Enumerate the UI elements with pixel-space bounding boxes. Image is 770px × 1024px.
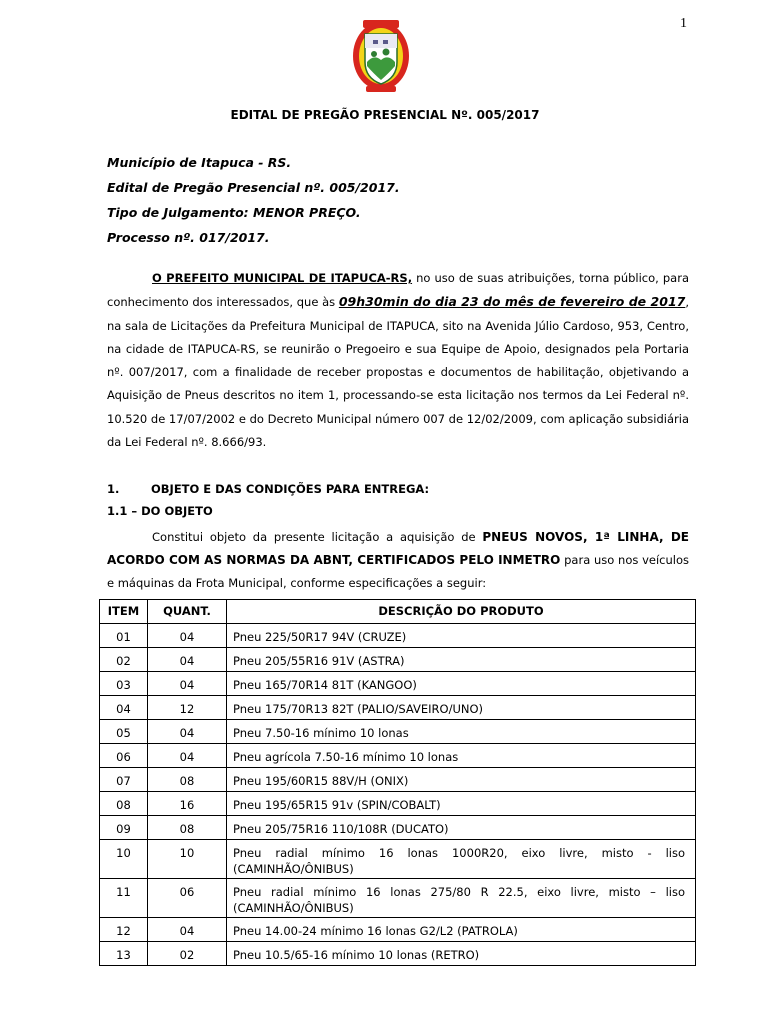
cell-item: 13 xyxy=(100,942,148,966)
cell-item: 01 xyxy=(100,624,148,648)
municipal-crest-logo xyxy=(350,14,412,94)
cell-quant: 04 xyxy=(148,624,227,648)
table-row xyxy=(100,879,696,918)
header-process-number: Processo nº. 017/2017. xyxy=(107,230,270,245)
cell-item: 03 xyxy=(100,672,148,696)
cell-item: 04 xyxy=(100,696,148,720)
header-municipality: Município de Itapuca - RS. xyxy=(107,155,292,170)
table-row xyxy=(100,942,696,966)
table-row xyxy=(100,792,696,816)
header-edital-number: Edital de Pregão Presencial nº. 005/2017. xyxy=(107,180,400,195)
cell-description: Pneu 195/60R15 88V/H (ONIX) xyxy=(227,768,696,792)
cell-quant: 02 xyxy=(148,942,227,966)
cell-description: Pneu 205/55R16 91V (ASTRA) xyxy=(227,648,696,672)
cell-description: Pneu 165/70R14 81T (KANGOO) xyxy=(227,672,696,696)
header-item: ITEM xyxy=(100,600,148,624)
header-quant: QUANT. xyxy=(148,600,227,624)
cell-description xyxy=(227,840,696,879)
cell-description xyxy=(227,879,696,918)
cell-quant: 10 xyxy=(148,840,227,879)
object-text-2: para uso nos veículos e máquinas da Frota Municipal, conforme especificações a seguir: xyxy=(107,553,689,590)
table-row xyxy=(100,648,696,672)
cell-quant: 04 xyxy=(148,744,227,768)
cell-item: 02 xyxy=(100,648,148,672)
cell-item: 09 xyxy=(100,816,148,840)
edital-header-block xyxy=(107,150,400,250)
cell-description: Pneu 14.00-24 mínimo 16 lonas G2/L2 (PATROLA) xyxy=(227,918,696,942)
description-line-1: Pneu radial mínimo 16 lonas 275/80 R 22.5, eixo livre, misto – liso xyxy=(233,885,685,899)
section-number: 1. xyxy=(107,482,120,496)
table-row xyxy=(100,744,696,768)
cell-quant: 16 xyxy=(148,792,227,816)
description-line-1: Pneu radial mínimo 16 lonas 1000R20, eixo livre, misto - liso xyxy=(233,846,685,860)
cell-description: Pneu 195/65R15 91v (SPIN/COBALT) xyxy=(227,792,696,816)
table-header-row xyxy=(100,600,696,624)
cell-description: Pneu 10.5/65-16 mínimo 10 lonas (RETRO) xyxy=(227,942,696,966)
cell-quant: 04 xyxy=(148,672,227,696)
cell-quant: 04 xyxy=(148,720,227,744)
description-line-2: (CAMINHÃO/ÔNIBUS) xyxy=(233,862,354,876)
section-heading xyxy=(107,482,429,496)
table-row xyxy=(100,696,696,720)
cell-description: Pneu 7.50-16 mínimo 10 lonas xyxy=(227,720,696,744)
section-title: OBJETO E DAS CONDIÇÕES PARA ENTREGA: xyxy=(151,482,430,496)
cell-description: Pneu 225/50R17 94V (CRUZE) xyxy=(227,624,696,648)
page-number: 1 xyxy=(680,16,687,31)
cell-item: 10 xyxy=(100,840,148,879)
cell-quant: 04 xyxy=(148,918,227,942)
object-paragraph xyxy=(107,526,689,595)
intro-lead: O PREFEITO MUNICIPAL DE ITAPUCA-RS, xyxy=(152,271,413,285)
cell-quant: 04 xyxy=(148,648,227,672)
cell-quant: 08 xyxy=(148,768,227,792)
cell-item: 11 xyxy=(100,879,148,918)
cell-item: 08 xyxy=(100,792,148,816)
table-row xyxy=(100,720,696,744)
cell-description: Pneu agrícola 7.50-16 mínimo 10 lonas xyxy=(227,744,696,768)
subsection-heading: 1.1 – DO OBJETO xyxy=(107,504,213,518)
table-row xyxy=(100,918,696,942)
cell-item: 05 xyxy=(100,720,148,744)
description-line-2: (CAMINHÃO/ÔNIBUS) xyxy=(233,901,354,915)
header-description: DESCRIÇÃO DO PRODUTO xyxy=(227,600,696,624)
header-judgment-type: Tipo de Julgamento: MENOR PREÇO. xyxy=(107,205,361,220)
table-row xyxy=(100,816,696,840)
cell-item: 12 xyxy=(100,918,148,942)
cell-description: Pneu 205/75R16 110/108R (DUCATO) xyxy=(227,816,696,840)
table-row xyxy=(100,840,696,879)
cell-quant: 12 xyxy=(148,696,227,720)
cell-description: Pneu 175/70R13 82T (PALIO/SAVEIRO/UNO) xyxy=(227,696,696,720)
object-text-1: Constitui objeto da presente licitação a aquisição de xyxy=(152,530,483,544)
cell-item: 07 xyxy=(100,768,148,792)
object-bold-text: PNEUS NOVOS, 1ª LINHA, DE ACORDO COM AS NORMAS DA ABNT, CERTIFICADOS PELO INMETRO xyxy=(107,530,689,567)
table-row xyxy=(100,672,696,696)
intro-datetime: 09h30min do dia 23 do mês de fevereiro de 2017 xyxy=(338,294,686,310)
products-table xyxy=(99,599,696,966)
intro-paragraph xyxy=(107,267,689,454)
cell-quant: 08 xyxy=(148,816,227,840)
cell-quant: 06 xyxy=(148,879,227,918)
document-title: EDITAL DE PREGÃO PRESENCIAL Nº. 005/2017 xyxy=(230,108,540,122)
cell-item: 06 xyxy=(100,744,148,768)
intro-text-1: no uso de suas atribuições, torna público, para conhecimento dos interessados, que às xyxy=(107,271,689,310)
table-row xyxy=(100,768,696,792)
table-row xyxy=(100,624,696,648)
intro-text-2: , na sala de Licitações da Prefeitura Municipal de ITAPUCA, sito na Avenida Júlio Cardoso, 953, Centro, na cidade de ITAPUCA-RS, se reunirão o Pregoeiro e sua Equipe de Apoio, designados pela Portaria nº. 007/2017, com a finalidade de receber propostas e documentos de habilitação, objetivando a Aquisição de Pneus descritos no item 1, processando-se esta licitação nos termos da Lei Federal nº. 10.520 de 17/07/2002 e do Decreto Municipal número 007 de 12/02/2009, com aplicação subsidiária da Lei Federal nº. 8.666/93. xyxy=(107,295,690,450)
